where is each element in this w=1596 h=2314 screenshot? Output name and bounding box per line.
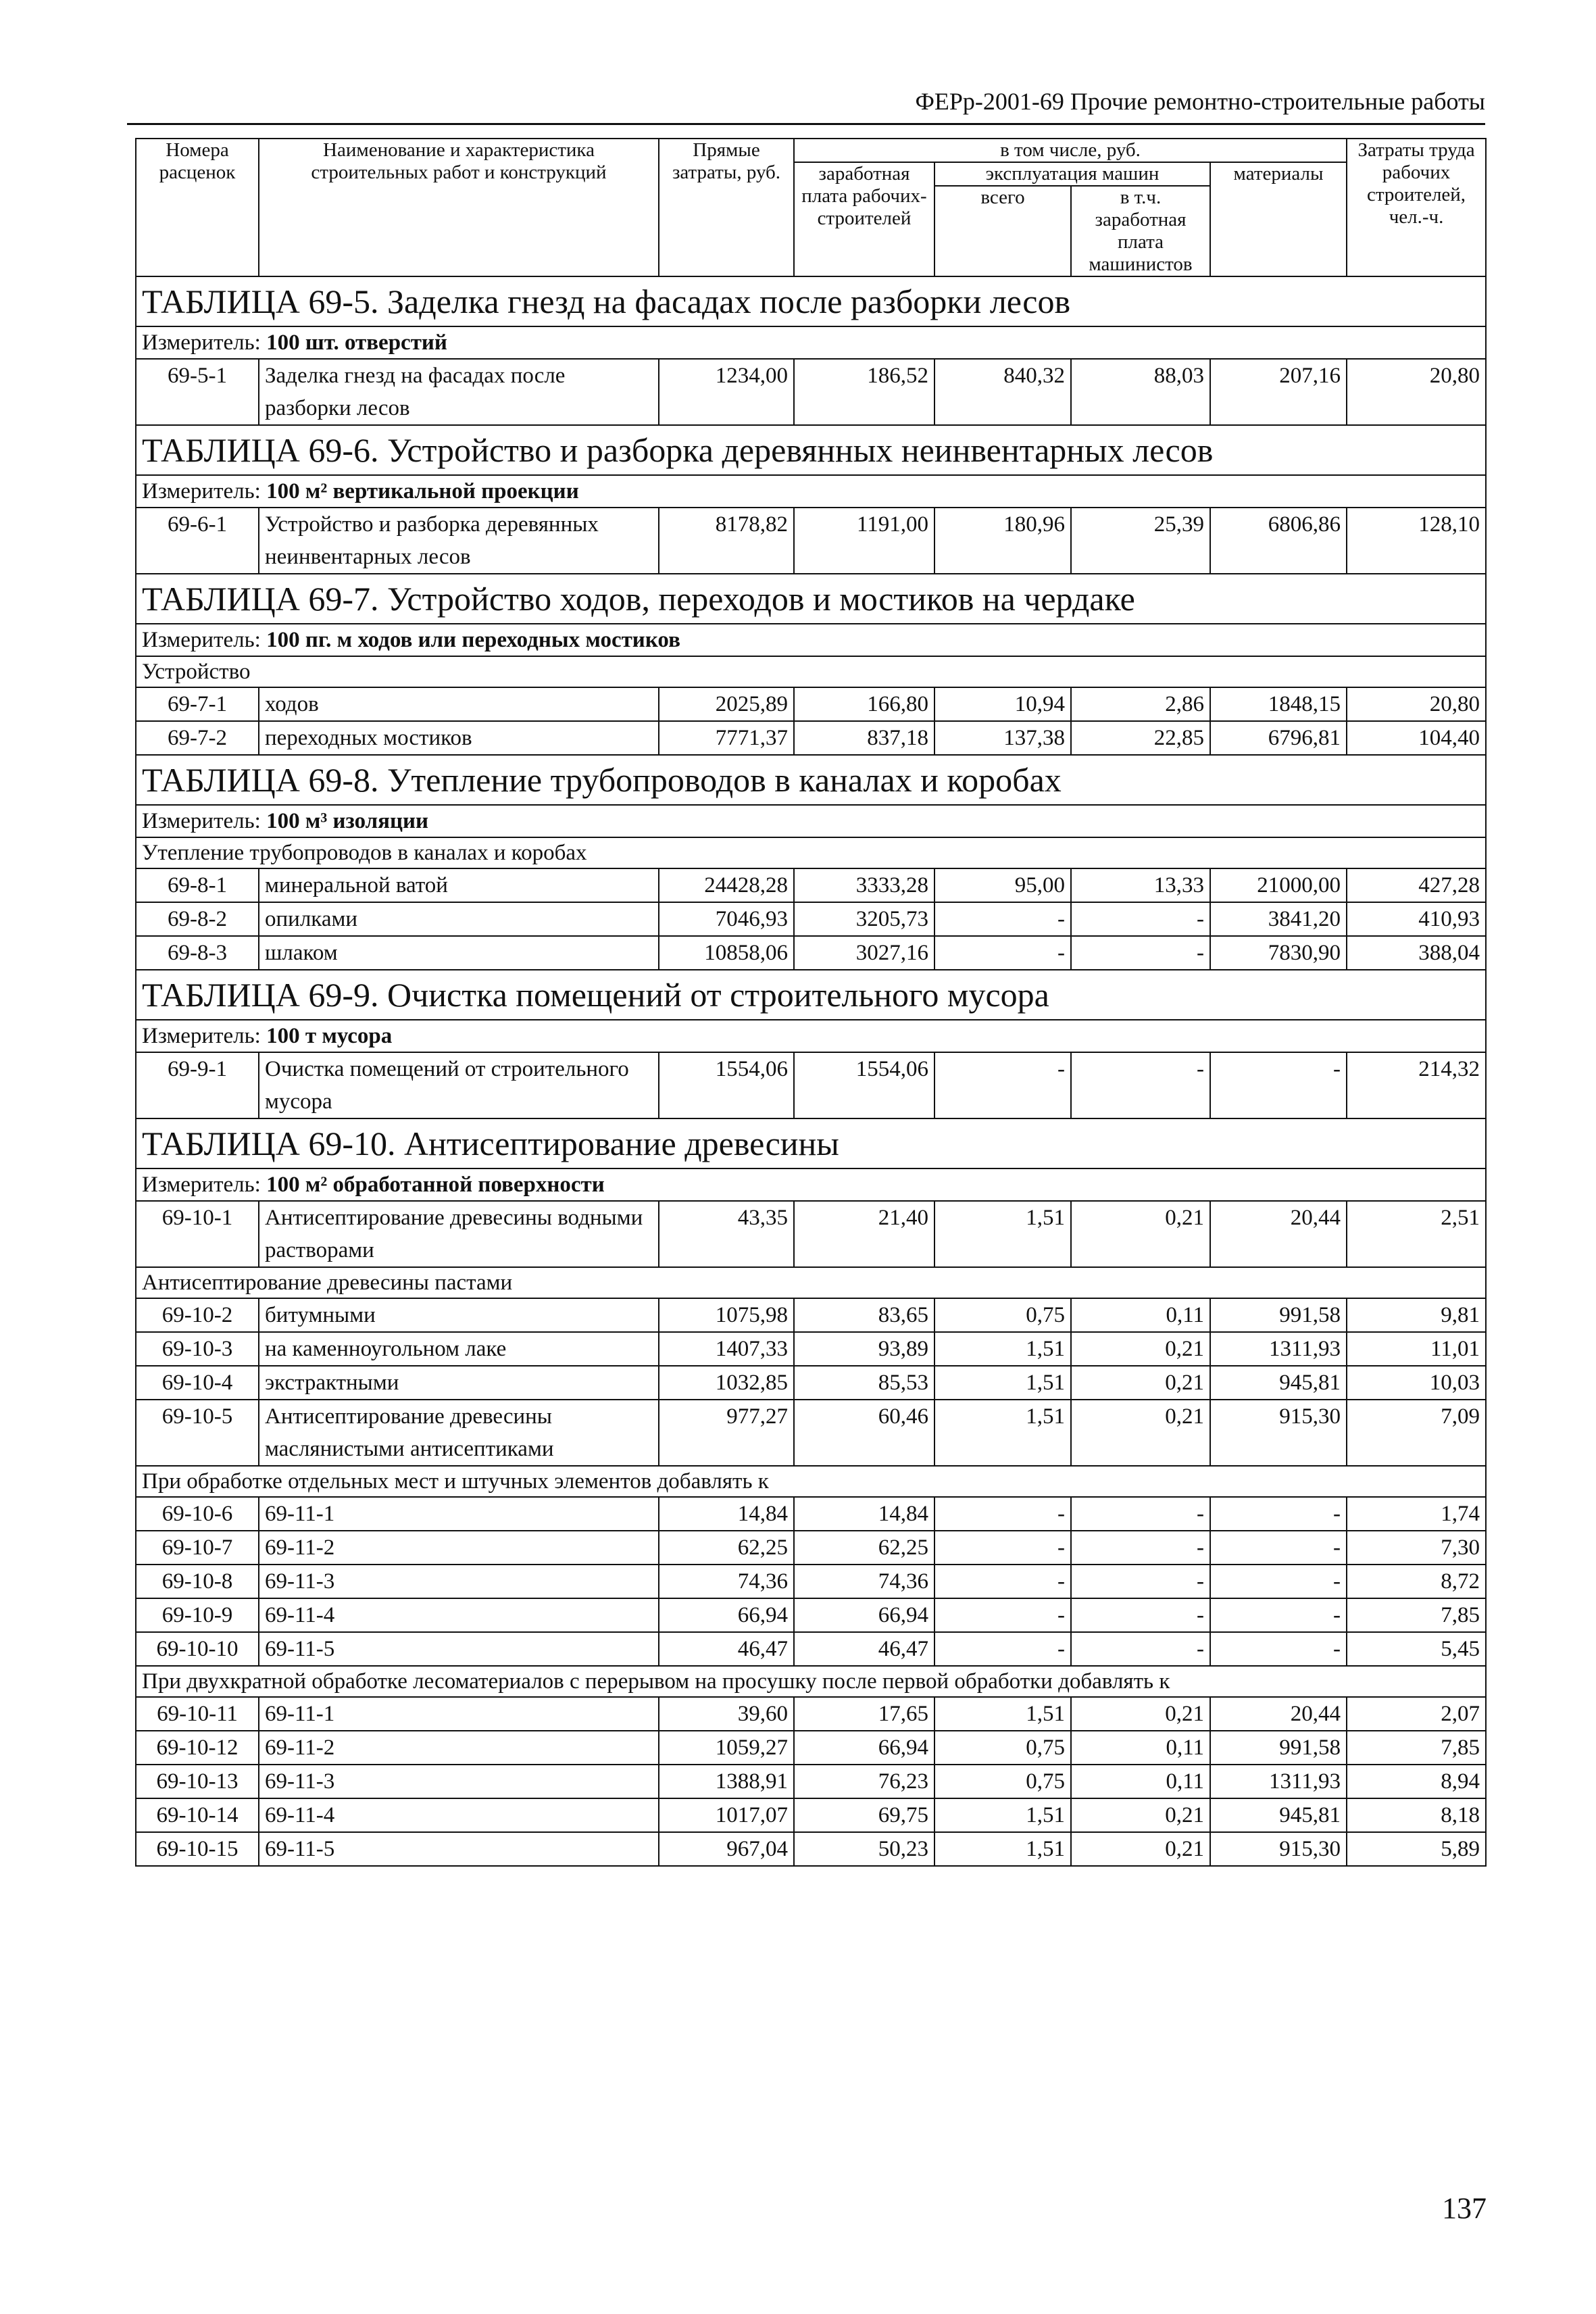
rate-code-cell: 69-7-1 [136,687,259,721]
table-row [136,1052,1486,1118]
meter-row [136,1020,1486,1052]
col-direct-header: Прямые затраты, руб. [659,139,794,276]
rate-code-cell: 69-7-2 [136,721,259,755]
worker-wages-cell: 3205,73 [794,902,934,936]
rate-code-cell: 69-10-13 [136,1765,259,1798]
materials-cost-cell: - [1210,1052,1347,1118]
table-title-row [136,276,1486,326]
rate-code-cell: 69-10-3 [136,1332,259,1366]
table-title: ТАБЛИЦА 69-5. Заделка гнезд на фасадах после разборки лесов [136,276,1486,326]
machine-costs-cell: 0,75 [934,1298,1071,1332]
labor-hours-cell: 7,85 [1347,1598,1486,1632]
machinist-wages-cell: 0,11 [1071,1298,1210,1332]
worker-wages-cell: 66,94 [794,1731,934,1765]
machinist-wages-cell: 0,21 [1071,1400,1210,1466]
group-subtitle: Утепление трубопроводов в каналах и коробах [136,837,1486,868]
materials-cost-cell: 20,44 [1210,1697,1347,1731]
machine-costs-cell: - [934,1497,1071,1531]
materials-cost-cell: - [1210,1632,1347,1666]
direct-costs-cell: 14,84 [659,1497,794,1531]
direct-costs-cell: 977,27 [659,1400,794,1466]
direct-costs-cell: 1234,00 [659,359,794,425]
work-name-cell: 69-11-4 [259,1798,659,1832]
direct-costs-cell: 1407,33 [659,1332,794,1366]
rate-code-cell: 69-8-1 [136,868,259,902]
table-title-row [136,970,1486,1020]
work-name-cell: Антисептирование древесины маслянистыми антисептиками [259,1400,659,1466]
direct-costs-cell: 1075,98 [659,1298,794,1332]
table-row [136,1366,1486,1400]
page-number: 137 [1442,2192,1487,2225]
table-row [136,1731,1486,1765]
meter-label: Измеритель: [142,1173,267,1197]
worker-wages-cell: 74,36 [794,1565,934,1598]
direct-costs-cell: 46,47 [659,1632,794,1666]
work-name-cell: 69-11-2 [259,1531,659,1565]
table-title-row [136,1118,1486,1168]
labor-hours-cell: 104,40 [1347,721,1486,755]
labor-hours-cell: 8,72 [1347,1565,1486,1598]
materials-cost-cell: 6796,81 [1210,721,1347,755]
col-labor-header: Затраты труда рабочих строителей, чел.-ч. [1347,139,1486,276]
col-materials-header: материалы [1210,162,1347,276]
table-title-row [136,755,1486,805]
machine-costs-cell: 1,51 [934,1332,1071,1366]
direct-costs-cell: 967,04 [659,1832,794,1866]
machinist-wages-cell: - [1071,1632,1210,1666]
meter-cell [136,805,1486,837]
group-subtitle: Устройство [136,656,1486,687]
work-name-cell: Устройство и разборка деревянных неинвентарных лесов [259,508,659,574]
machine-costs-cell: 10,94 [934,687,1071,721]
machine-costs-cell: 0,75 [934,1731,1071,1765]
worker-wages-cell: 83,65 [794,1298,934,1332]
table-row [136,1832,1486,1866]
work-name-cell: Заделка гнезд на фасадах после разборки лесов [259,359,659,425]
worker-wages-cell: 60,46 [794,1400,934,1466]
machine-costs-cell: 1,51 [934,1697,1071,1731]
machine-costs-cell: 137,38 [934,721,1071,755]
materials-cost-cell: 945,81 [1210,1366,1347,1400]
materials-cost-cell: - [1210,1531,1347,1565]
col-wages-header: заработная плата рабочих-строителей [794,162,934,276]
meter-cell [136,475,1486,508]
group-subtitle-row [136,656,1486,687]
labor-hours-cell: 20,80 [1347,359,1486,425]
meter-cell [136,624,1486,656]
materials-cost-cell: 21000,00 [1210,868,1347,902]
machinist-wages-cell: 0,21 [1071,1366,1210,1400]
machine-costs-cell: 1,51 [934,1366,1071,1400]
worker-wages-cell: 3333,28 [794,868,934,902]
rate-code-cell: 69-10-12 [136,1731,259,1765]
rate-code-cell: 69-10-4 [136,1366,259,1400]
rate-code-cell: 69-10-2 [136,1298,259,1332]
rate-code-cell: 69-10-9 [136,1598,259,1632]
table-row [136,1765,1486,1798]
worker-wages-cell: 1191,00 [794,508,934,574]
materials-cost-cell: 7830,90 [1210,936,1347,970]
machinist-wages-cell: - [1071,1052,1210,1118]
labor-hours-cell: 11,01 [1347,1332,1486,1366]
worker-wages-cell: 69,75 [794,1798,934,1832]
materials-cost-cell: 1311,93 [1210,1765,1347,1798]
machine-costs-cell: - [934,1565,1071,1598]
meter-row [136,624,1486,656]
direct-costs-cell: 1388,91 [659,1765,794,1798]
rate-code-cell: 69-10-11 [136,1697,259,1731]
labor-hours-cell: 7,09 [1347,1400,1486,1466]
col-incl-header: в том числе, руб. [794,139,1347,162]
meter-label: Измеритель: [142,809,267,833]
table-row [136,721,1486,755]
table-title: ТАБЛИЦА 69-7. Устройство ходов, переходов и мостиков на чердаке [136,574,1486,624]
labor-hours-cell: 5,45 [1347,1632,1486,1666]
machinist-wages-cell: - [1071,1598,1210,1632]
direct-costs-cell: 2025,89 [659,687,794,721]
col-name-header: Наименование и характеристика строительных работ и конструкций [259,139,659,276]
work-name-cell: экстрактными [259,1366,659,1400]
machine-costs-cell: - [934,936,1071,970]
meter-value: 100 м³ изоляции [266,809,429,833]
meter-value: 100 пг. м ходов или переходных мостиков [266,628,680,652]
table-title: ТАБЛИЦА 69-8. Утепление трубопроводов в каналах и коробах [136,755,1486,805]
work-name-cell: опилками [259,902,659,936]
direct-costs-cell: 74,36 [659,1565,794,1598]
work-name-cell: 69-11-3 [259,1765,659,1798]
materials-cost-cell: - [1210,1497,1347,1531]
work-name-cell: переходных мостиков [259,721,659,755]
meter-value: 100 шт. отверстий [266,330,447,355]
col-machines-header: эксплуатация машин [934,162,1210,186]
worker-wages-cell: 17,65 [794,1697,934,1731]
table-row [136,1332,1486,1366]
materials-cost-cell: 991,58 [1210,1731,1347,1765]
direct-costs-cell: 1059,27 [659,1731,794,1765]
materials-cost-cell: 6806,86 [1210,508,1347,574]
group-subtitle: Антисептирование древесины пастами [136,1267,1486,1298]
rate-code-cell: 69-8-3 [136,936,259,970]
materials-cost-cell: 915,30 [1210,1400,1347,1466]
worker-wages-cell: 166,80 [794,687,934,721]
machine-costs-cell: - [934,902,1071,936]
labor-hours-cell: 388,04 [1347,936,1486,970]
labor-hours-cell: 10,03 [1347,1366,1486,1400]
worker-wages-cell: 76,23 [794,1765,934,1798]
table-row [136,1798,1486,1832]
meter-value: 100 м² вертикальной проекции [266,479,579,503]
machinist-wages-cell: 0,21 [1071,1832,1210,1866]
work-name-cell: 69-11-1 [259,1697,659,1731]
worker-wages-cell: 186,52 [794,359,934,425]
table-row [136,1632,1486,1666]
group-subtitle-row [136,1466,1486,1497]
labor-hours-cell: 8,18 [1347,1798,1486,1832]
worker-wages-cell: 62,25 [794,1531,934,1565]
meter-row [136,1168,1486,1201]
machinist-wages-cell: 25,39 [1071,508,1210,574]
machine-costs-cell: - [934,1052,1071,1118]
work-name-cell: 69-11-3 [259,1565,659,1598]
rate-code-cell: 69-10-7 [136,1531,259,1565]
table-title: ТАБЛИЦА 69-9. Очистка помещений от строительного мусора [136,970,1486,1020]
meter-row [136,326,1486,359]
table-row [136,1531,1486,1565]
header-rule [127,123,1485,125]
labor-hours-cell: 7,85 [1347,1731,1486,1765]
meter-row [136,475,1486,508]
direct-costs-cell: 10858,06 [659,936,794,970]
rate-code-cell: 69-10-8 [136,1565,259,1598]
table-row [136,936,1486,970]
group-subtitle-row [136,1666,1486,1697]
work-name-cell: битумными [259,1298,659,1332]
machine-costs-cell: 1,51 [934,1400,1071,1466]
worker-wages-cell: 837,18 [794,721,934,755]
labor-hours-cell: 7,30 [1347,1531,1486,1565]
meter-cell [136,1168,1486,1201]
meter-value: 100 м² обработанной поверхности [266,1173,605,1197]
materials-cost-cell: - [1210,1565,1347,1598]
work-name-cell: на каменноугольном лаке [259,1332,659,1366]
meter-label: Измеритель: [142,1024,267,1048]
direct-costs-cell: 1554,06 [659,1052,794,1118]
work-name-cell: Очистка помещений от строительного мусора [259,1052,659,1118]
work-name-cell: 69-11-1 [259,1497,659,1531]
worker-wages-cell: 66,94 [794,1598,934,1632]
table-title: ТАБЛИЦА 69-10. Антисептирование древесины [136,1118,1486,1168]
machinist-wages-cell: 0,21 [1071,1798,1210,1832]
work-name-cell: 69-11-2 [259,1731,659,1765]
meter-value: 100 т мусора [266,1024,393,1048]
work-name-cell: 69-11-5 [259,1632,659,1666]
work-name-cell: шлаком [259,936,659,970]
rate-code-cell: 69-10-14 [136,1798,259,1832]
machinist-wages-cell: 22,85 [1071,721,1210,755]
table-title: ТАБЛИЦА 69-6. Устройство и разборка деревянных неинвентарных лесов [136,425,1486,475]
running-header: ФЕРр-2001-69 Прочие ремонтно-строительные работы [915,88,1485,115]
group-subtitle-row [136,837,1486,868]
group-subtitle-row [136,1267,1486,1298]
direct-costs-cell: 24428,28 [659,868,794,902]
machinist-wages-cell: - [1071,1565,1210,1598]
col-code-header: Номера расценок [136,139,259,276]
work-name-cell: Антисептирование древесины водными растворами [259,1201,659,1267]
table-row [136,1497,1486,1531]
machine-costs-cell: 1,51 [934,1201,1071,1267]
work-name-cell: ходов [259,687,659,721]
materials-cost-cell: 20,44 [1210,1201,1347,1267]
machinist-wages-cell: - [1071,902,1210,936]
materials-cost-cell: 945,81 [1210,1798,1347,1832]
labor-hours-cell: 410,93 [1347,902,1486,936]
direct-costs-cell: 1032,85 [659,1366,794,1400]
meter-row [136,805,1486,837]
labor-hours-cell: 9,81 [1347,1298,1486,1332]
machinist-wages-cell: 88,03 [1071,359,1210,425]
direct-costs-cell: 66,94 [659,1598,794,1632]
table-title-row [136,574,1486,624]
worker-wages-cell: 46,47 [794,1632,934,1666]
machinist-wages-cell: 0,21 [1071,1332,1210,1366]
work-name-cell: минеральной ватой [259,868,659,902]
machine-costs-cell: 840,32 [934,359,1071,425]
rate-code-cell: 69-10-1 [136,1201,259,1267]
table-row [136,1298,1486,1332]
table-row [136,1598,1486,1632]
machine-costs-cell: 95,00 [934,868,1071,902]
labor-hours-cell: 5,89 [1347,1832,1486,1866]
meter-label: Измеритель: [142,628,267,652]
direct-costs-cell: 1017,07 [659,1798,794,1832]
machine-costs-cell: 1,51 [934,1832,1071,1866]
direct-costs-cell: 43,35 [659,1201,794,1267]
col-machines-wages-header: в т.ч. заработная плата машинистов [1071,186,1210,276]
machinist-wages-cell: 13,33 [1071,868,1210,902]
machine-costs-cell: 1,51 [934,1798,1071,1832]
materials-cost-cell: 1848,15 [1210,687,1347,721]
group-subtitle: При двухкратной обработке лесоматериалов с перерывом на просушку после первой обработки добавлять к [136,1666,1486,1697]
labor-hours-cell: 214,32 [1347,1052,1486,1118]
col-machines-total-header: всего [934,186,1071,276]
machine-costs-cell: 180,96 [934,508,1071,574]
table-row [136,687,1486,721]
work-name-cell: 69-11-5 [259,1832,659,1866]
worker-wages-cell: 93,89 [794,1332,934,1366]
materials-cost-cell: 207,16 [1210,359,1347,425]
meter-label: Измеритель: [142,330,267,355]
meter-cell [136,1020,1486,1052]
table-row [136,1201,1486,1267]
worker-wages-cell: 14,84 [794,1497,934,1531]
direct-costs-cell: 7771,37 [659,721,794,755]
group-subtitle: При обработке отдельных мест и штучных элементов добавлять к [136,1466,1486,1497]
rate-code-cell: 69-9-1 [136,1052,259,1118]
labor-hours-cell: 1,74 [1347,1497,1486,1531]
worker-wages-cell: 50,23 [794,1832,934,1866]
rate-code-cell: 69-5-1 [136,359,259,425]
table-row [136,902,1486,936]
materials-cost-cell: 991,58 [1210,1298,1347,1332]
rate-code-cell: 69-10-15 [136,1832,259,1866]
labor-hours-cell: 20,80 [1347,687,1486,721]
machinist-wages-cell: 2,86 [1071,687,1210,721]
table-title-row [136,425,1486,475]
machine-costs-cell: - [934,1598,1071,1632]
materials-cost-cell: 3841,20 [1210,902,1347,936]
direct-costs-cell: 7046,93 [659,902,794,936]
table-row [136,1400,1486,1466]
table-row [136,1697,1486,1731]
table-row [136,868,1486,902]
rate-code-cell: 69-8-2 [136,902,259,936]
materials-cost-cell: - [1210,1598,1347,1632]
direct-costs-cell: 62,25 [659,1531,794,1565]
labor-hours-cell: 2,51 [1347,1201,1486,1267]
meter-label: Измеритель: [142,479,267,503]
rate-code-cell: 69-10-10 [136,1632,259,1666]
table-row [136,508,1486,574]
rate-code-cell: 69-10-5 [136,1400,259,1466]
machinist-wages-cell: - [1071,1531,1210,1565]
machine-costs-cell: - [934,1531,1071,1565]
meter-cell [136,326,1486,359]
worker-wages-cell: 85,53 [794,1366,934,1400]
direct-costs-cell: 39,60 [659,1697,794,1731]
machinist-wages-cell: 0,21 [1071,1697,1210,1731]
worker-wages-cell: 3027,16 [794,936,934,970]
labor-hours-cell: 427,28 [1347,868,1486,902]
machinist-wages-cell: - [1071,936,1210,970]
labor-hours-cell: 128,10 [1347,508,1486,574]
work-name-cell: 69-11-4 [259,1598,659,1632]
worker-wages-cell: 21,40 [794,1201,934,1267]
machinist-wages-cell: - [1071,1497,1210,1531]
machinist-wages-cell: 0,21 [1071,1201,1210,1267]
machine-costs-cell: 0,75 [934,1765,1071,1798]
rates-table [135,138,1487,1867]
rates-body [136,276,1486,1866]
direct-costs-cell: 8178,82 [659,508,794,574]
labor-hours-cell: 2,07 [1347,1697,1486,1731]
materials-cost-cell: 1311,93 [1210,1332,1347,1366]
labor-hours-cell: 8,94 [1347,1765,1486,1798]
table-row [136,1565,1486,1598]
table-row [136,359,1486,425]
rate-code-cell: 69-6-1 [136,508,259,574]
machinist-wages-cell: 0,11 [1071,1731,1210,1765]
machinist-wages-cell: 0,11 [1071,1765,1210,1798]
rate-code-cell: 69-10-6 [136,1497,259,1531]
materials-cost-cell: 915,30 [1210,1832,1347,1866]
machine-costs-cell: - [934,1632,1071,1666]
worker-wages-cell: 1554,06 [794,1052,934,1118]
